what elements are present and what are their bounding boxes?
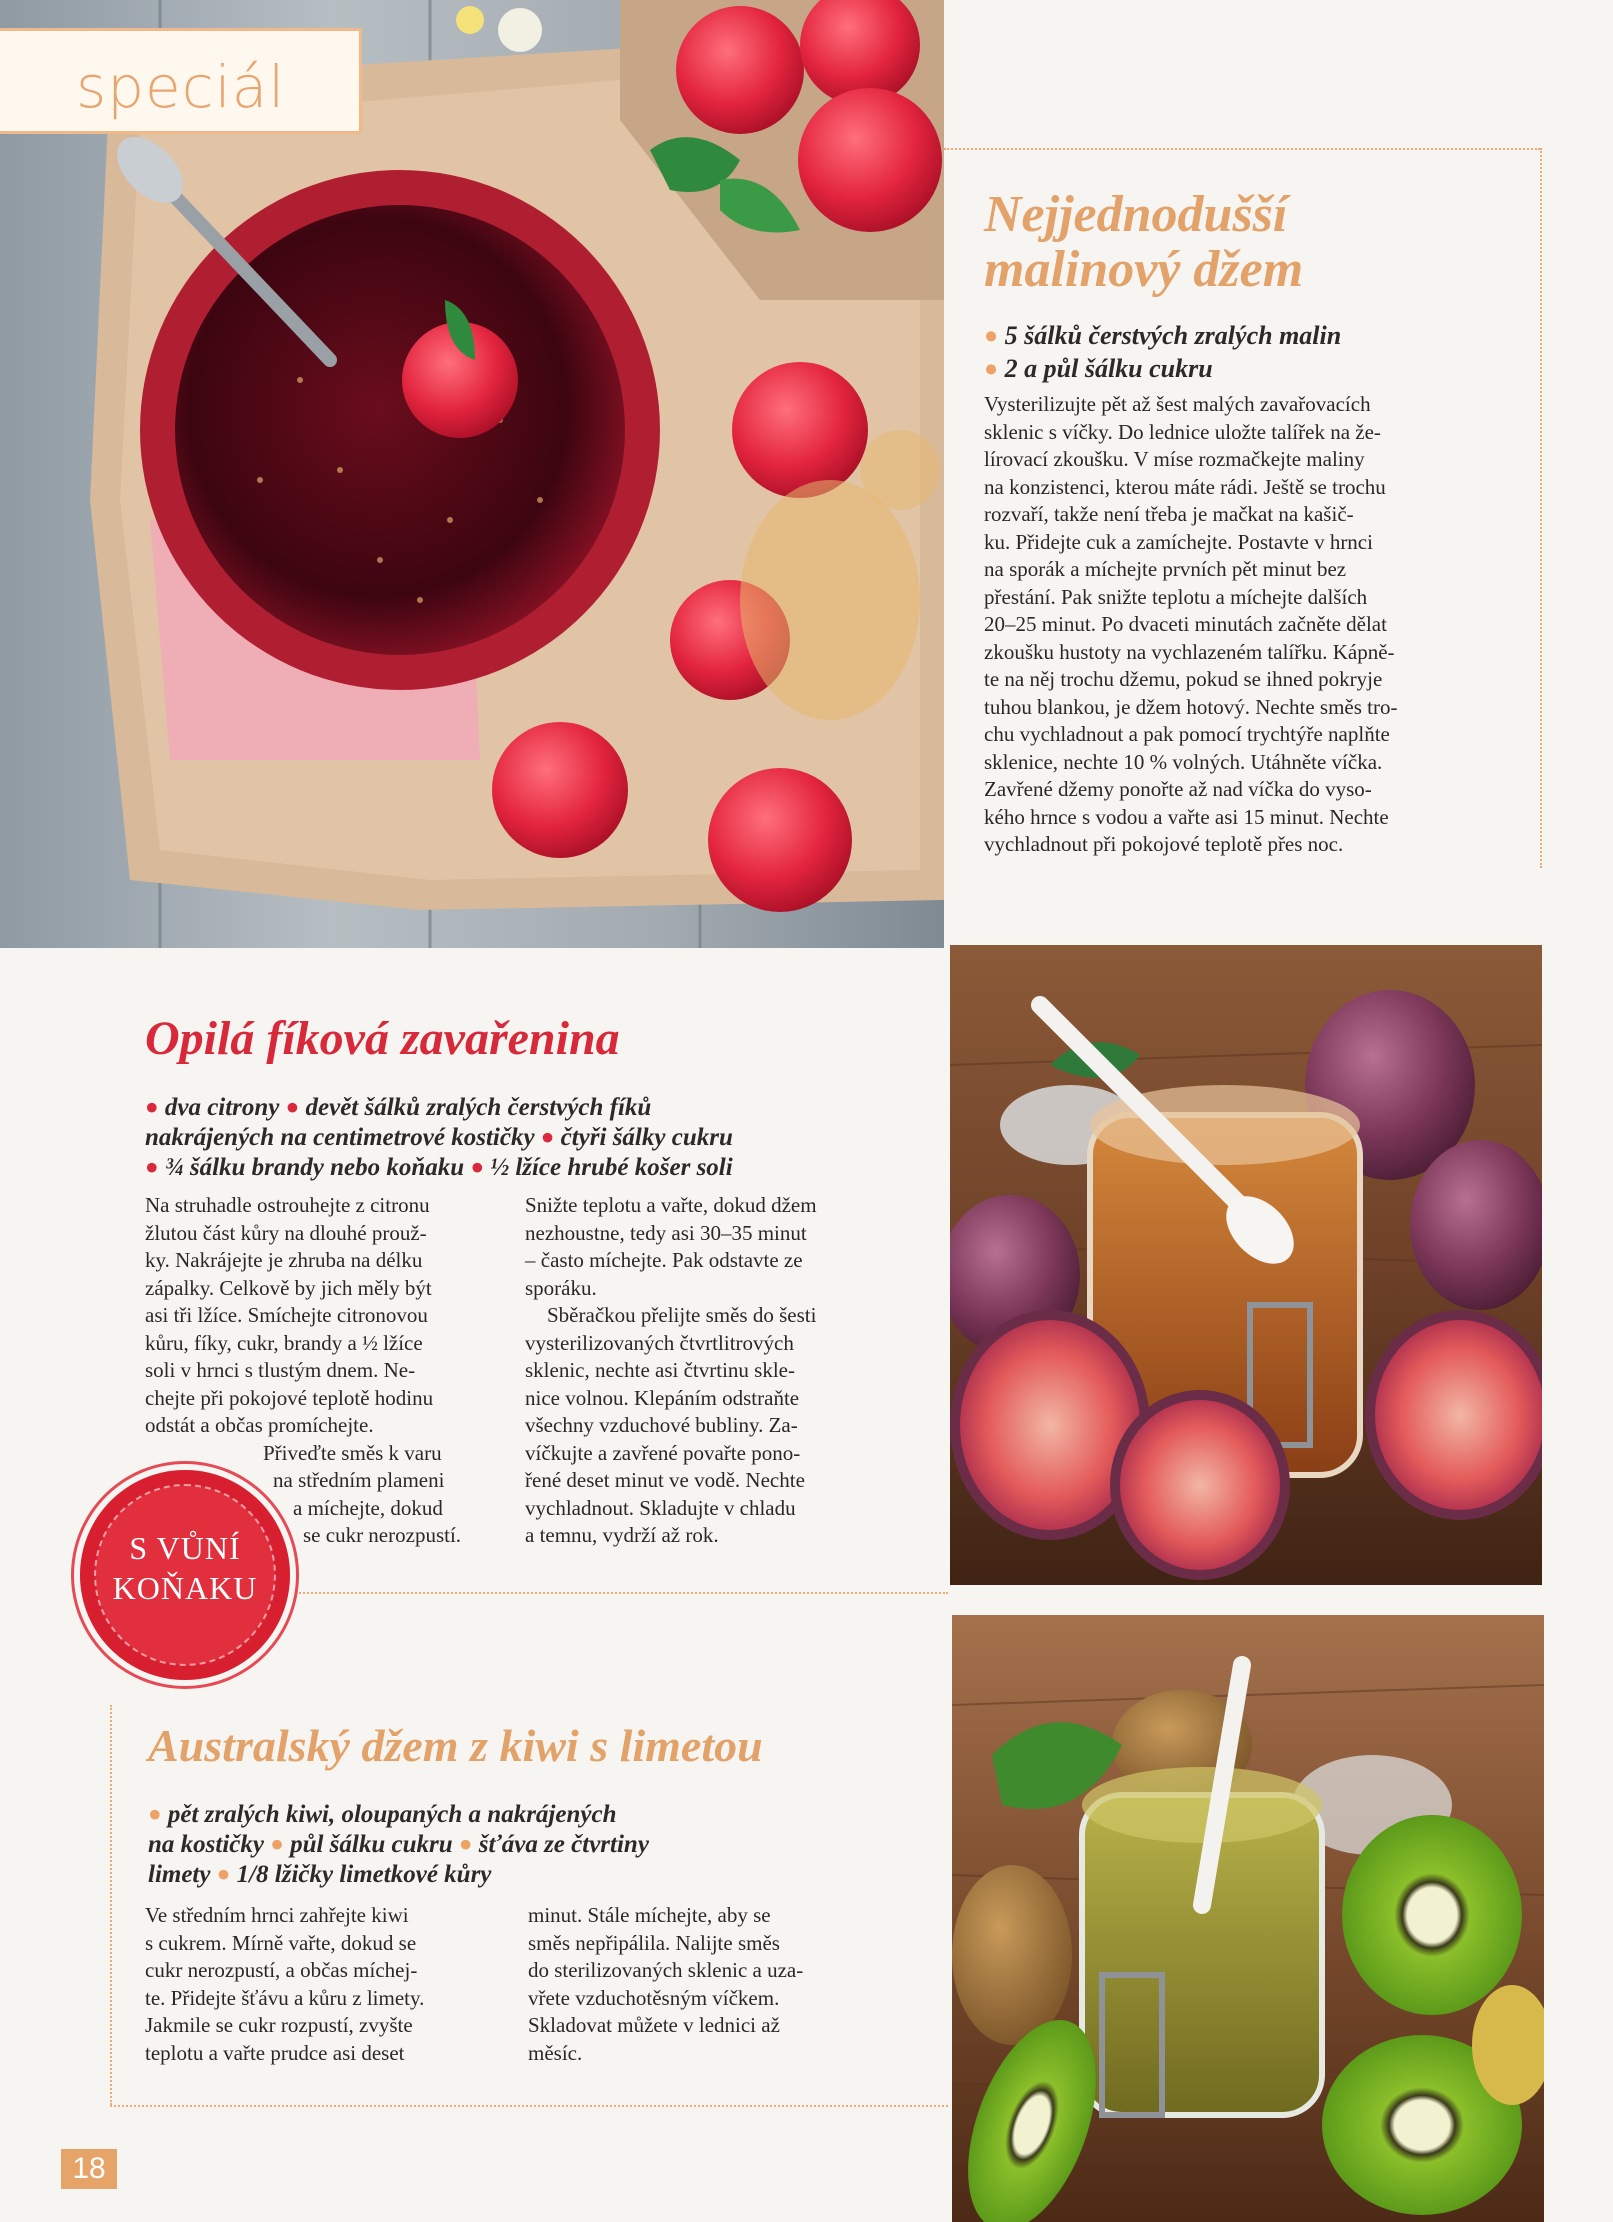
text-line: sklenic s víčky. Do lednice uložte talířek na že- xyxy=(984,419,1381,444)
ingredient: devět šálků zralých čerstvých fíků xyxy=(305,1094,652,1121)
recipe1-instructions xyxy=(984,391,1398,859)
text-line: tuhou blankou, je džem hotový. Nechte směs tro- xyxy=(984,694,1398,719)
bullet-icon: ● xyxy=(216,1861,231,1886)
recipe3-title: Australský džem z kiwi s limetou xyxy=(148,1720,763,1771)
text-line: Snižte teplotu a vařte, dokud džem xyxy=(525,1193,817,1217)
text-line: směs nepřipálila. Nalijte směs xyxy=(528,1930,780,1955)
text-line: lírovací zkoušku. V míse rozmačkejte maliny xyxy=(984,447,1365,471)
recipe1-title xyxy=(984,188,1303,297)
ingredient: na kostičky xyxy=(148,1831,264,1858)
text-line: a temnu, vydrží až rok. xyxy=(525,1523,719,1547)
text-line: do sterilizovaných sklenic a uza- xyxy=(528,1958,804,1982)
recipe1-title-line: malinový džem xyxy=(984,240,1304,298)
bullet-icon: ● xyxy=(285,1094,300,1119)
raspberry-jam-photo xyxy=(0,0,944,948)
recipe1-border-top xyxy=(944,148,1540,150)
ingredient: šťáva ze čtvrtiny xyxy=(478,1831,649,1858)
text-line: na sporák a míchejte prvních pět minut bez xyxy=(984,557,1347,581)
recipe3-border-left xyxy=(110,1705,112,2105)
fig-jam-photo xyxy=(950,945,1542,1585)
text-line: měsíc. xyxy=(528,2040,583,2065)
ingredient: 5 šálků čerstvých zralých malin xyxy=(1004,321,1342,350)
ingredient: limety xyxy=(148,1861,211,1888)
ingredient: 2 a půl šálku cukru xyxy=(1004,354,1213,383)
text-line: vychladnout při pokojové teplotě přes noc. xyxy=(984,832,1344,856)
text-line: sklenice, nechte 10 % volných. Utáhněte víčka. xyxy=(984,749,1383,774)
text-line: sklenic, nechte asi čtvrtinu skle- xyxy=(525,1358,795,1382)
ingredient: pět zralých kiwi, oloupaných a nakrájených xyxy=(167,1801,617,1828)
bullet-icon: ● xyxy=(145,1154,159,1179)
text-line: odstát a občas promíchejte. xyxy=(145,1413,374,1437)
ingredient: 1/8 lžičky limetkové kůry xyxy=(236,1861,492,1888)
text-line: přestání. Pak snižte teplotu a míchejte dalších xyxy=(984,584,1368,609)
text-line: na konzistenci, kterou máte rádi. Ještě se trochu xyxy=(984,474,1386,499)
bullet-icon: ● xyxy=(984,356,999,382)
recipe1-title-line: Nejjednodušší xyxy=(984,186,1288,243)
recipe3-ingredients xyxy=(148,1800,649,1890)
recipe1-border-right xyxy=(1540,148,1542,868)
text-line: zápalky. Celkově by jich měly být xyxy=(145,1275,432,1300)
ingredient: dva citrony xyxy=(164,1094,280,1121)
text-line: minut. Stále míchejte, aby se xyxy=(528,1903,771,1927)
text-line: vřete vzduchotěsným víčkem. xyxy=(528,1985,780,2010)
bullet-icon: ● xyxy=(984,323,999,349)
text-line: te. Přidejte šťávu a kůru z limety. xyxy=(145,1985,425,2010)
text-line: ku. Přidejte cuk a zamíchejte. Postavte v hrnci xyxy=(984,529,1373,554)
text-line: teplotu a vařte prudce asi deset xyxy=(145,2040,405,2065)
bullet-icon: ● xyxy=(270,1831,284,1856)
text-line: všechny vzduchové bubliny. Za- xyxy=(525,1413,798,1437)
text-line: řené deset minut ve vodě. Nechte xyxy=(525,1468,805,1492)
text-line: nezhoustne, tedy asi 30–35 minut xyxy=(525,1220,807,1245)
text-line: se cukr nerozpustí. xyxy=(303,1523,462,1547)
text-line: kůru, fíky, cukr, brandy a ½ lžíce xyxy=(145,1330,423,1355)
text-line: Jakmile se cukr rozpustí, zvyšte xyxy=(145,2013,413,2037)
bullet-icon: ● xyxy=(148,1801,162,1826)
recipe2-ingredients xyxy=(145,1093,733,1183)
text-line: vychladnout. Skladujte v chladu xyxy=(525,1495,796,1520)
ingredient: nakrájených na centimetrové kostičky xyxy=(145,1124,535,1151)
cognac-badge xyxy=(80,1470,290,1680)
text-line: a míchejte, dokud xyxy=(293,1495,443,1520)
text-line: vysterilizovaných čtvrtlitrových xyxy=(525,1330,794,1355)
text-line: na středním plameni xyxy=(273,1468,445,1492)
bullet-icon: ● xyxy=(145,1094,159,1119)
recipe2-instructions-col2 xyxy=(525,1192,817,1550)
bullet-icon: ● xyxy=(470,1154,485,1179)
recipe3-instructions-col1 xyxy=(145,1902,424,2067)
text-line: Zavřené džemy ponořte až nad víčka do vyso- xyxy=(984,777,1372,801)
text-line: sporáku. xyxy=(525,1275,597,1300)
bullet-icon: ● xyxy=(458,1831,473,1856)
ingredient: čtyři šálky cukru xyxy=(560,1124,733,1151)
text-line: zkoušku hustoty na vychlazeném talířku. Kápně- xyxy=(984,639,1395,664)
text-line: Vysterilizujte pět až šest malých zavařovacích xyxy=(984,392,1371,416)
recipe3-instructions-col2 xyxy=(528,1902,803,2067)
badge-text xyxy=(80,1528,290,1608)
section-label-text: speciál xyxy=(76,53,286,121)
text-line: žlutou část kůry na dlouhé prouž- xyxy=(145,1220,427,1245)
recipe1-ingredients xyxy=(984,320,1341,386)
ingredient: půl šálku cukru xyxy=(290,1831,453,1858)
kiwi-jam-photo xyxy=(952,1615,1544,2222)
section-label xyxy=(0,28,362,134)
ingredient: ¾ šálku brandy nebo koňaku xyxy=(164,1154,465,1181)
text-line: Ve středním hrnci zahřejte kiwi xyxy=(145,1903,409,1927)
text-line: 20–25 minut. Po dvaceti minutách začněte dělat xyxy=(984,612,1387,636)
ingredient: ½ lžíce hrubé košer soli xyxy=(490,1154,733,1181)
text-line: – často míchejte. Pak odstavte ze xyxy=(525,1248,803,1272)
text-line: Skladovat můžete v lednici až xyxy=(528,2013,780,2037)
page-number: 18 xyxy=(61,2149,117,2189)
text-line: nice volnou. Klepáním odstraňte xyxy=(525,1385,800,1410)
text-line: asi tři lžíce. Smíchejte citronovou xyxy=(145,1303,428,1327)
text-line: chu vychladnout a pak pomocí trychtýře naplňte xyxy=(984,722,1390,746)
text-line: chejte při pokojové teplotě hodinu xyxy=(145,1385,434,1410)
badge-line: KOŇAKU xyxy=(112,1570,258,1606)
text-line: s cukrem. Mírně vařte, dokud se xyxy=(145,1930,417,1955)
badge-line: S VŮNÍ xyxy=(129,1530,241,1566)
text-line: ky. Nakrájejte je zhruba na délku xyxy=(145,1248,423,1272)
text-line: rozvaří, takže není třeba je mačkat na kašič- xyxy=(984,502,1354,526)
text-line: Sběračkou přelijte směs do šesti xyxy=(547,1303,817,1327)
text-line: víčkujte a zavřené povařte pono- xyxy=(525,1440,801,1465)
text-line: soli v hrnci s tlustým dnem. Ne- xyxy=(145,1358,416,1382)
bullet-icon: ● xyxy=(540,1124,555,1149)
text-line: cukr nerozpustí, a občas míchej- xyxy=(145,1958,418,1982)
text-line: Na struhadle ostrouhejte z citronu xyxy=(145,1193,430,1217)
recipe2-border-bottom xyxy=(280,1592,948,1594)
recipe3-border-bottom xyxy=(110,2105,948,2107)
text-line: Přiveďte směs k varu xyxy=(263,1440,442,1465)
recipe2-title: Opilá fíková zavařenina xyxy=(145,1012,620,1065)
text-line: kého hrnce s vodou a vařte asi 15 minut. Nechte xyxy=(984,804,1389,829)
text-line: te na něj trochu džemu, pokud se ihned pokryje xyxy=(984,667,1383,691)
